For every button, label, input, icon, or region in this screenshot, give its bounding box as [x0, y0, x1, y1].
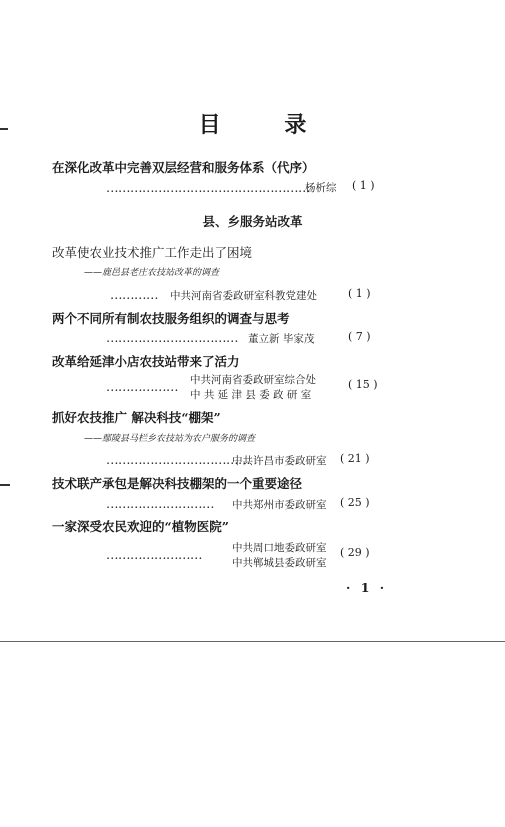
entry-leader: …………………… [106, 547, 202, 562]
entry-subtitle: ——鹿邑县老庄农技站改革的调查 [84, 268, 220, 278]
entry-title: 在深化改革中完善双层经营和服务体系（代序） [52, 160, 315, 175]
entry-page: ( 25 ) [340, 496, 370, 509]
entry-leader: ……………… [106, 379, 178, 394]
entry-author: 中共许昌市委政研室 [232, 455, 327, 467]
entry-subtitle: ——鄢陵县马栏乡农技站为农户服务的调查 [84, 434, 256, 444]
entry-title: 两个不同所有制农技服务组织的调查与思考 [52, 311, 290, 326]
entry-leader: ……………………………… [106, 452, 250, 467]
entry-leader: ………… [110, 287, 158, 302]
entry-author: 中共郑州市委政研室 [232, 499, 327, 511]
entry-page: ( 7 ) [348, 330, 371, 343]
scan-mark [0, 484, 10, 486]
entry-leader: ……………………… [106, 496, 214, 511]
entry-page: ( 1 ) [352, 179, 375, 192]
entry-author-line: 中 共 延 津 县 委 政 研 室 [190, 389, 312, 401]
toc-title: 目 录 [198, 112, 335, 138]
entry-author-line: 中共周口地委政研室 [232, 542, 327, 554]
entry-author: 董立新 毕家茂 [248, 333, 315, 345]
page-number: · 1 · [346, 580, 388, 595]
entry-author-line: 中共郸城县委政研室 [232, 557, 327, 569]
entry-title: 技术联产承包是解决科技棚架的一个重要途径 [52, 476, 303, 491]
page-edge-line [0, 641, 505, 642]
entry-leader: …………………………………………… [106, 180, 310, 195]
entry-page: ( 29 ) [340, 546, 370, 559]
entry-title: 抓好农技推广 解决科技“棚架” [52, 410, 221, 425]
entry-page: ( 15 ) [348, 378, 378, 391]
entry-title: 改革给延津小店农技站带来了活力 [52, 354, 240, 369]
entry-author: 中共河南省委政研室科教党建处 [170, 290, 317, 302]
entry-title: 改革使农业技术推广工作走出了困境 [52, 245, 253, 260]
entry-leader: …………………………… [106, 330, 238, 345]
section-heading: 县、乡服务站改革 [202, 214, 303, 229]
entry-title: 一家深受农民欢迎的“植物医院” [52, 519, 229, 534]
entry-page: ( 1 ) [348, 287, 371, 300]
entry-author-line: 中共河南省委政研室综合处 [190, 374, 316, 386]
entry-page: ( 21 ) [340, 452, 370, 465]
entry-author: 杨析综 [305, 182, 337, 194]
